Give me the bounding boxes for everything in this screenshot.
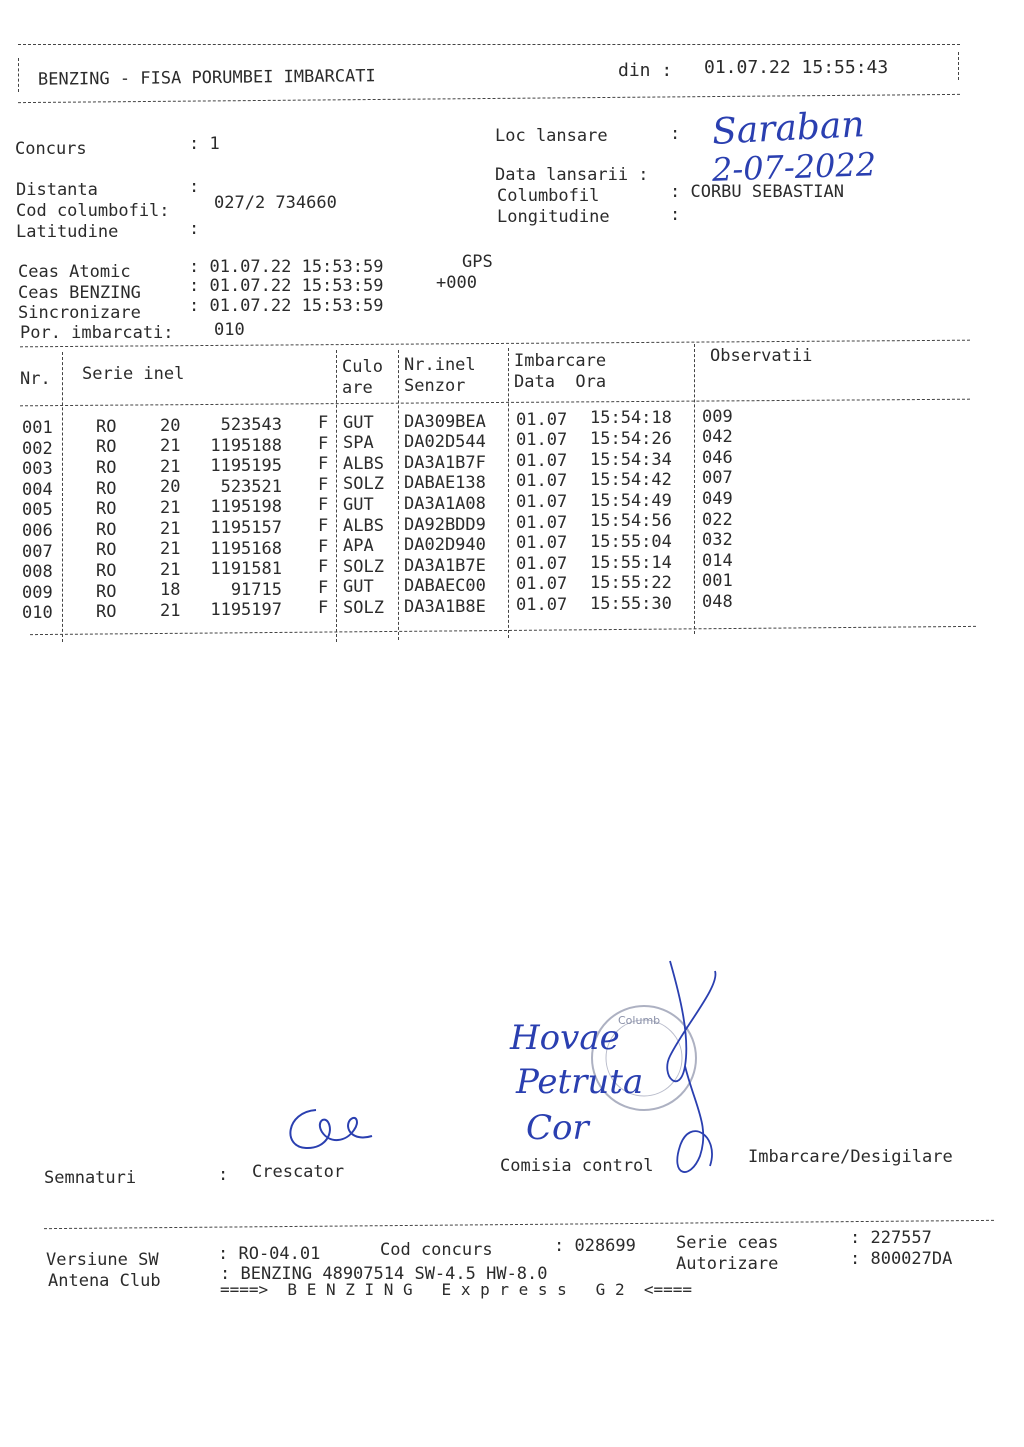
row-data: 01.07 xyxy=(516,553,568,574)
row-nr: 005 xyxy=(22,500,53,521)
col-serie-header: Serie inel xyxy=(82,364,185,384)
row-nr: 010 xyxy=(22,603,53,624)
versiune-sw-label: Versiune SW xyxy=(46,1250,159,1270)
cod-columbofil-label: Cod columbofil: xyxy=(16,201,170,221)
row-ora: 15:54:56 xyxy=(590,511,672,532)
autorizare-label: Autorizare xyxy=(676,1254,779,1274)
row-nr: 004 xyxy=(22,479,53,500)
row-an: 21 xyxy=(160,539,181,560)
ceas-atomic-value: : 01.07.22 15:53:59 xyxy=(189,257,384,277)
row-an: 21 xyxy=(160,518,181,539)
col-nrinel-header-2: Senzor xyxy=(404,376,466,396)
benzing-banner: ====> B E N Z I N G E x p r e s s G 2 <==== xyxy=(220,1280,693,1299)
row-data: 01.07 xyxy=(516,471,568,492)
row-observatii: 014 xyxy=(702,550,733,571)
data-lansarii-label: Data lansarii : xyxy=(495,165,649,185)
row-ora: 15:55:14 xyxy=(590,552,672,573)
row-nr: 007 xyxy=(22,541,53,562)
row-culoare: SPA xyxy=(343,433,374,454)
row-data: 01.07 xyxy=(516,533,568,554)
row-data: 01.07 xyxy=(516,492,568,513)
columbofil-value: : CORBU SEBASTIAN xyxy=(670,182,844,202)
row-sex: F xyxy=(318,413,329,434)
row-senzor: DA309BEA xyxy=(404,411,486,432)
row-culoare: SOLZ xyxy=(343,474,384,495)
row-culoare: GUT xyxy=(343,412,374,433)
header-left-rule xyxy=(18,58,19,92)
row-ora: 15:54:26 xyxy=(590,429,672,450)
distanta-value: : xyxy=(189,177,200,197)
row-inel: 1195157 xyxy=(210,518,282,539)
row-tara: RO xyxy=(96,478,117,499)
autorizare-value: : 800027DA xyxy=(850,1249,953,1269)
comisia-control-label: Comisia control xyxy=(500,1156,654,1176)
row-inel: 1191581 xyxy=(210,559,282,580)
row-senzor: DA02D940 xyxy=(404,535,486,556)
row-sex: F xyxy=(318,433,329,454)
por-imbarcati-value: 010 xyxy=(214,320,245,340)
row-tara: RO xyxy=(96,560,117,581)
row-culoare: APA xyxy=(343,536,374,557)
row-data: 01.07 xyxy=(516,430,568,451)
row-nr: 008 xyxy=(22,562,53,583)
row-culoare: SOLZ xyxy=(343,556,384,577)
ceas-benzing-extra: +000 xyxy=(436,273,477,293)
header-right-rule xyxy=(958,52,959,80)
row-senzor: DA3A1B7E xyxy=(404,555,486,576)
row-observatii: 001 xyxy=(702,571,733,592)
antena-club-value: : BENZING 48907514 SW-4.5 HW-8.0 xyxy=(220,1264,548,1284)
row-ora: 15:54:49 xyxy=(590,490,672,511)
imbarcare-desigilare-label: Imbarcare/Desigilare xyxy=(748,1147,953,1167)
row-tara: RO xyxy=(96,602,117,623)
comisia-handwritten-2: Petruta xyxy=(516,1062,644,1102)
row-tara: RO xyxy=(96,416,117,437)
comisia-handwritten-3: Cor xyxy=(526,1108,589,1148)
row-sex: F xyxy=(318,516,329,537)
ceas-atomic-label: Ceas Atomic xyxy=(18,262,131,282)
row-culoare: SOLZ xyxy=(343,597,384,618)
row-sex: F xyxy=(318,474,329,495)
comisia-handwritten-1: Hovae xyxy=(510,1018,620,1058)
crescator-signature xyxy=(276,1092,386,1162)
loc-lansare-sep: : xyxy=(670,124,681,144)
distanta-label: Distanta xyxy=(16,180,98,200)
sincronizare-value: : 01.07.22 15:53:59 xyxy=(189,296,384,316)
row-observatii: 042 xyxy=(702,427,733,448)
row-senzor: DA3A1B8E xyxy=(404,596,486,617)
ceas-benzing-label: Ceas BENZING xyxy=(18,283,141,303)
row-an: 21 xyxy=(160,559,181,580)
row-inel: 1195198 xyxy=(210,497,282,518)
row-nr: 009 xyxy=(22,582,53,603)
semnaturi-label: Semnaturi xyxy=(44,1168,137,1188)
longitudine-label: Longitudine xyxy=(497,207,610,227)
row-culoare: ALBS xyxy=(343,515,384,536)
col-imbarcare-header-2: Data Ora xyxy=(514,372,607,392)
row-nr: 006 xyxy=(22,521,53,541)
row-culoare: ALBS xyxy=(343,453,384,474)
loc-lansare-label: Loc lansare xyxy=(495,126,608,146)
row-ora: 15:55:30 xyxy=(590,593,672,614)
row-tara: RO xyxy=(96,519,117,540)
row-data: 01.07 xyxy=(516,574,568,595)
ceas-benzing-value: : 01.07.22 15:53:59 xyxy=(189,276,384,296)
row-an: 21 xyxy=(160,498,181,519)
cod-concurs-label: Cod concurs xyxy=(380,1240,493,1260)
row-an: 20 xyxy=(160,415,181,436)
row-inel: 1195197 xyxy=(210,600,282,621)
sincronizare-label: Sincronizare xyxy=(18,303,141,323)
row-ora: 15:55:22 xyxy=(590,573,672,594)
row-observatii: 046 xyxy=(702,447,733,468)
row-data: 01.07 xyxy=(516,409,568,430)
col-imbarcare-header-1: Imbarcare xyxy=(514,351,607,371)
row-senzor: DA3A1B7F xyxy=(404,452,486,473)
table-bottom-rule xyxy=(30,626,976,635)
por-imbarcati-label: Por. imbarcati: xyxy=(20,323,174,343)
row-nr: 002 xyxy=(22,438,53,459)
row-an: 18 xyxy=(160,580,181,601)
row-observatii: 048 xyxy=(702,591,733,612)
row-observatii: 022 xyxy=(702,509,733,530)
row-nr: 003 xyxy=(22,459,53,480)
data-lansarii-handwritten: 2-07-2022 xyxy=(711,145,877,189)
row-observatii: 032 xyxy=(702,530,733,551)
longitudine-value: : xyxy=(670,205,681,225)
col-nr-header: Nr. xyxy=(20,369,51,389)
row-an: 21 xyxy=(160,456,181,477)
row-inel: 1195195 xyxy=(210,456,282,477)
row-inel: 523543 xyxy=(220,415,282,436)
row-inel: 1195168 xyxy=(210,538,282,559)
antena-club-label: Antena Club xyxy=(48,1271,161,1291)
row-senzor: DA92BDD9 xyxy=(404,514,486,535)
row-an: 21 xyxy=(160,436,181,457)
col-culoare-header-1: Culo xyxy=(342,357,383,377)
row-inel: 1195188 xyxy=(210,435,282,456)
ceas-atomic-extra: GPS xyxy=(462,252,493,272)
row-inel: 91715 xyxy=(230,579,282,600)
row-ora: 15:54:18 xyxy=(590,408,672,429)
row-culoare: GUT xyxy=(343,494,374,515)
row-tara: RO xyxy=(96,499,117,520)
table-row xyxy=(0,406,1024,438)
row-an: 20 xyxy=(160,477,181,498)
header-bottom-rule xyxy=(18,94,960,103)
concurs-label: Concurs xyxy=(15,139,87,159)
serie-ceas-value: : 227557 xyxy=(850,1228,932,1248)
row-senzor: DABAE138 xyxy=(404,473,486,494)
header-top-rule xyxy=(18,44,960,45)
latitudine-label: Latitudine xyxy=(16,222,119,242)
row-senzor: DA02D544 xyxy=(404,432,486,453)
serie-ceas-label: Serie ceas xyxy=(676,1233,779,1253)
row-an: 21 xyxy=(160,601,181,622)
row-ora: 15:54:34 xyxy=(590,449,672,470)
row-sex: F xyxy=(318,454,329,475)
versiune-sw-value: : RO-04.01 xyxy=(218,1244,321,1264)
row-tara: RO xyxy=(96,581,117,602)
row-inel: 523521 xyxy=(220,476,282,497)
cod-columbofil-value: 027/2 734660 xyxy=(214,193,337,213)
row-tara: RO xyxy=(96,457,117,478)
semnaturi-sep: : xyxy=(218,1165,229,1185)
row-data: 01.07 xyxy=(516,595,568,616)
row-sex: F xyxy=(318,557,329,578)
row-data: 01.07 xyxy=(516,512,568,533)
row-observatii: 007 xyxy=(702,468,733,489)
row-sex: F xyxy=(318,495,329,516)
row-tara: RO xyxy=(96,540,117,561)
row-observatii: 049 xyxy=(702,488,733,509)
row-senzor: DABAEC00 xyxy=(404,576,486,597)
row-ora: 15:55:04 xyxy=(590,532,672,553)
col-culoare-header-2: are xyxy=(342,378,373,398)
cod-concurs-value: : 028699 xyxy=(554,1236,636,1256)
col-nrinel-header-1: Nr.inel xyxy=(404,355,476,375)
loc-lansare-handwritten: Saraban xyxy=(711,104,866,153)
row-ora: 15:54:42 xyxy=(590,470,672,491)
concurs-value: : 1 xyxy=(189,134,220,154)
row-data: 01.07 xyxy=(516,450,568,471)
stamp-text: Columb xyxy=(618,1014,661,1027)
row-sex: F xyxy=(318,598,329,619)
row-culoare: GUT xyxy=(343,577,374,598)
latitudine-value: : xyxy=(189,219,200,239)
table-header-rule xyxy=(20,399,970,407)
col-observatii-header: Observatii xyxy=(710,346,813,366)
header-din-label: din : xyxy=(618,60,673,81)
row-sex: F xyxy=(318,536,329,557)
row-nr: 001 xyxy=(22,418,53,438)
row-senzor: DA3A1A08 xyxy=(404,493,486,514)
columbofil-label: Columbofil xyxy=(497,186,600,206)
crescator-label: Crescator xyxy=(252,1162,345,1182)
row-tara: RO xyxy=(96,437,117,458)
header-title: BENZING - FISA PORUMBEI IMBARCATI xyxy=(37,66,376,90)
header-din-value: 01.07.22 15:55:43 xyxy=(704,57,889,78)
row-observatii: 009 xyxy=(702,406,733,427)
row-sex: F xyxy=(318,577,329,598)
